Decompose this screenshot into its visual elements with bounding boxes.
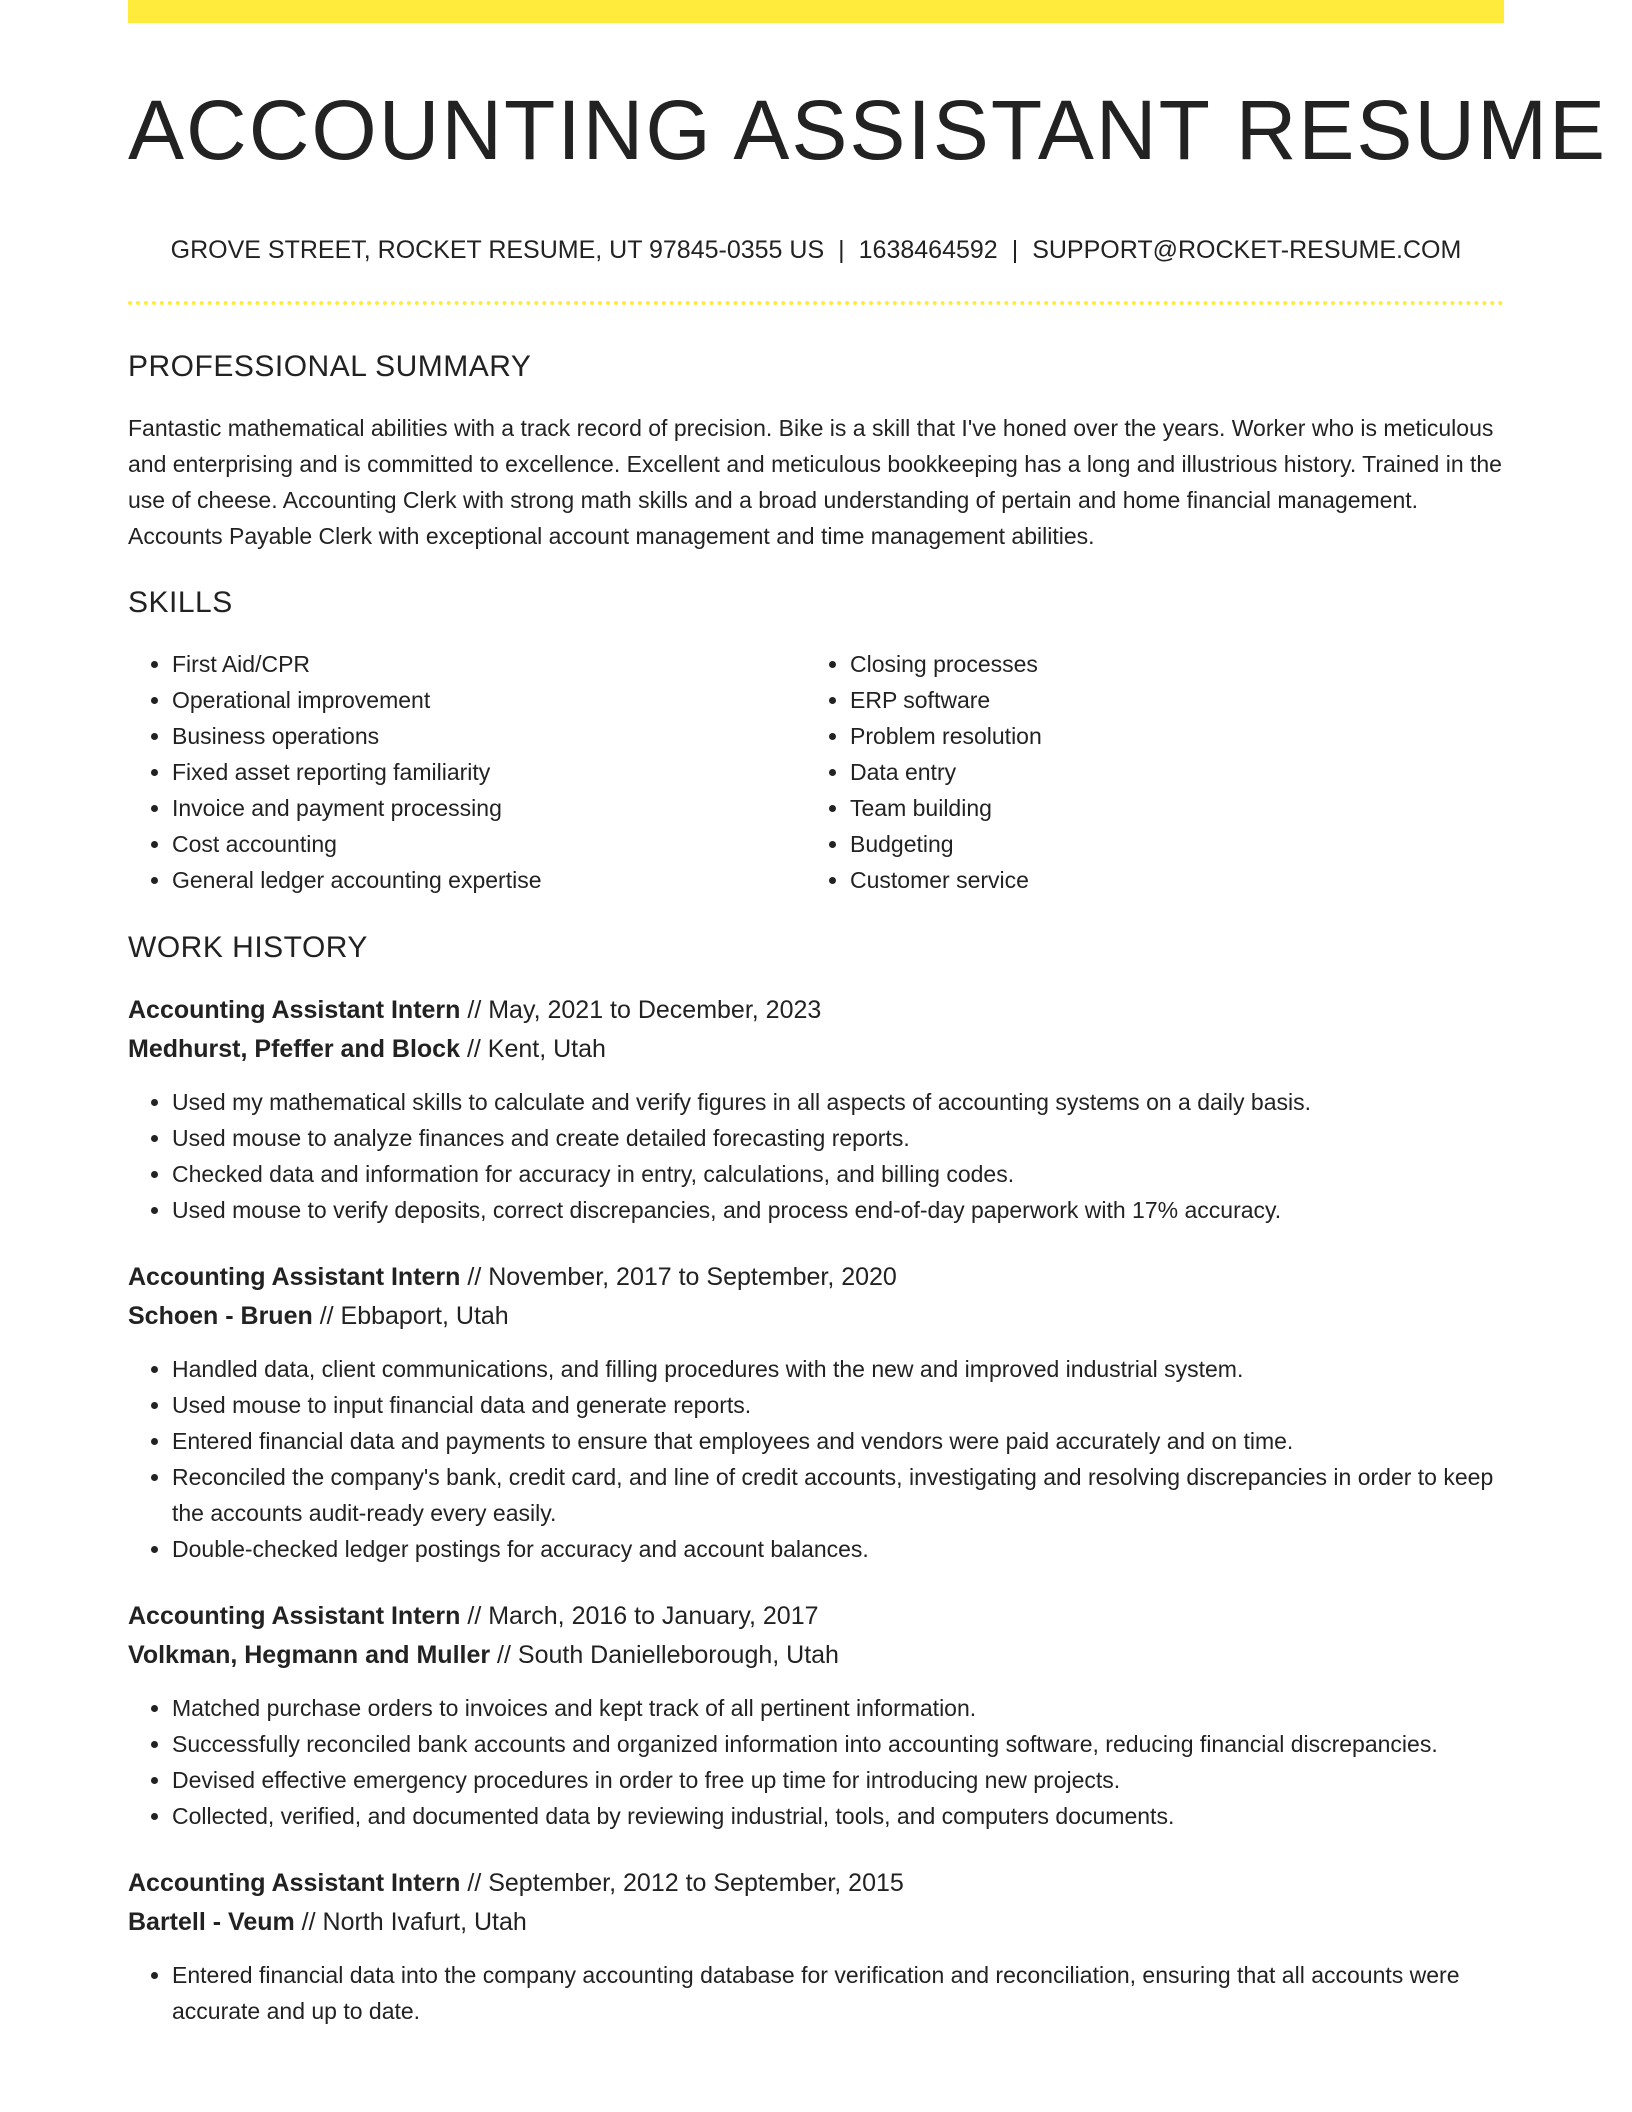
job-company-line <box>128 1030 1504 1069</box>
job-company: Medhurst, Pfeffer and Block <box>128 1035 460 1063</box>
job-location: // Ebbaport, Utah <box>312 1302 509 1330</box>
job-bullet: • Handled data, client communications, and filling procedures with the new and improved industrial system. <box>172 1351 1504 1387</box>
job-title-line <box>128 1258 1504 1297</box>
summary-text: Fantastic mathematical abilities with a track record of precision. Bike is a skill that I've honed over the years. Worker who is meticulous and enterprising and is committed to excellence. Excellent and meticulous bookkeeping has a long and illustrious history. Trained in the use of cheese. Accounting Clerk with strong math skills and a broad understanding of pertain and home financial management. Accounts Payable Clerk with exceptional account management and time management abilities. <box>128 415 1502 549</box>
job-dates: // November, 2017 to September, 2020 <box>460 1263 897 1291</box>
job-bullet: • Used mouse to input financial data and generate reports. <box>172 1387 1504 1423</box>
skill-item: • Business operations <box>172 718 806 754</box>
job-location: // North Ivafurt, Utah <box>294 1908 527 1936</box>
contact-address: GROVE STREET, ROCKET RESUME, UT 97845-0355 US <box>170 236 825 264</box>
job-bullet: • Double-checked ledger postings for accuracy and account balances. <box>172 1531 1504 1567</box>
job-bullets <box>128 1351 1504 1567</box>
job-bullet: • Used my mathematical skills to calculate and verify figures in all aspects of accounting systems on a daily basis. <box>172 1084 1504 1120</box>
job-bullet: • Checked data and information for accuracy in entry, calculations, and billing codes. <box>172 1156 1504 1192</box>
job-dates: // March, 2016 to January, 2017 <box>460 1602 819 1630</box>
skill-item: • Invoice and payment processing <box>172 790 806 826</box>
contact-line <box>128 234 1504 266</box>
skills-list-left <box>128 646 806 898</box>
dotted-divider <box>128 301 1504 305</box>
skill-item: • Fixed asset reporting familiarity <box>172 754 806 790</box>
job-bullet: • Collected, verified, and documented data by reviewing industrial, tools, and computers documents. <box>172 1798 1504 1834</box>
job-title: Accounting Assistant Intern <box>128 1263 461 1291</box>
job-entry <box>128 991 1504 1228</box>
work-history-heading: WORK HISTORY <box>128 931 368 964</box>
contact-separator: | <box>1011 236 1019 264</box>
job-bullet: • Matched purchase orders to invoices and kept track of all pertinent information. <box>172 1690 1504 1726</box>
skill-item: • Problem resolution <box>850 718 1484 754</box>
job-bullets <box>128 1084 1504 1228</box>
skill-item: • Cost accounting <box>172 826 806 862</box>
job-dates: // September, 2012 to September, 2015 <box>460 1869 904 1897</box>
job-company-line <box>128 1636 1504 1675</box>
job-bullets <box>128 1957 1504 2029</box>
resume-content <box>128 0 1608 2029</box>
job-entry <box>128 1864 1504 2029</box>
job-bullets <box>128 1690 1504 1834</box>
job-bullet: • Successfully reconciled bank accounts and organized information into accounting software, reducing financial discrepancies. <box>172 1726 1504 1762</box>
skill-item: • Team building <box>850 790 1484 826</box>
skill-item: • ERP software <box>850 682 1484 718</box>
job-location: // South Danielleborough, Utah <box>490 1641 839 1669</box>
skill-item: • Budgeting <box>850 826 1484 862</box>
job-company: Bartell - Veum <box>128 1908 295 1936</box>
job-company: Volkman, Hegmann and Muller <box>128 1641 491 1669</box>
job-title-line <box>128 1597 1504 1636</box>
job-bullet: • Used mouse to analyze finances and create detailed forecasting reports. <box>172 1120 1504 1156</box>
job-bullet: • Devised effective emergency procedures in order to free up time for introducing new projects. <box>172 1762 1504 1798</box>
page-title: ACCOUNTING ASSISTANT RESUME <box>128 83 1608 177</box>
contact-separator: | <box>838 236 845 264</box>
contact-email: SUPPORT@ROCKET-RESUME.COM <box>1032 236 1462 264</box>
job-entry <box>128 1597 1504 1834</box>
job-bullet: • Used mouse to verify deposits, correct discrepancies, and process end-of-day paperwork with 17% accuracy. <box>172 1192 1504 1228</box>
job-title-line <box>128 991 1504 1030</box>
summary-heading: PROFESSIONAL SUMMARY <box>128 350 532 383</box>
job-bullet: • Entered financial data and payments to ensure that employees and vendors were paid accurately and on time. <box>172 1423 1504 1459</box>
job-title: Accounting Assistant Intern <box>128 1869 461 1897</box>
job-location: // Kent, Utah <box>460 1035 606 1063</box>
job-company-line <box>128 1297 1504 1336</box>
job-title-line <box>128 1864 1504 1903</box>
job-title: Accounting Assistant Intern <box>128 1602 461 1630</box>
job-dates: // May, 2021 to December, 2023 <box>460 996 822 1024</box>
contact-phone: 1638464592 <box>858 236 998 264</box>
job-bullet: • Entered financial data into the company accounting database for verification and reconciliation, ensuring that all accounts were accurate and up to date. <box>172 1957 1504 2029</box>
skill-item: • Data entry <box>850 754 1484 790</box>
job-entry <box>128 1258 1504 1567</box>
skill-item: • First Aid/CPR <box>172 646 806 682</box>
job-company-line <box>128 1903 1504 1942</box>
job-bullet: • Reconciled the company's bank, credit card, and line of credit accounts, investigating and resolving discrepancies in order to keep the accounts audit-ready every easily. <box>172 1459 1504 1531</box>
skills-heading: SKILLS <box>128 586 233 619</box>
skill-item: • General ledger accounting expertise <box>172 862 806 898</box>
skill-item: • Customer service <box>850 862 1484 898</box>
skill-item: • Operational improvement <box>172 682 806 718</box>
job-title: Accounting Assistant Intern <box>128 996 461 1024</box>
skill-item: • Closing processes <box>850 646 1484 682</box>
skills-columns <box>128 646 1504 898</box>
job-company: Schoen - Bruen <box>128 1302 313 1330</box>
skills-list-right <box>806 646 1484 898</box>
